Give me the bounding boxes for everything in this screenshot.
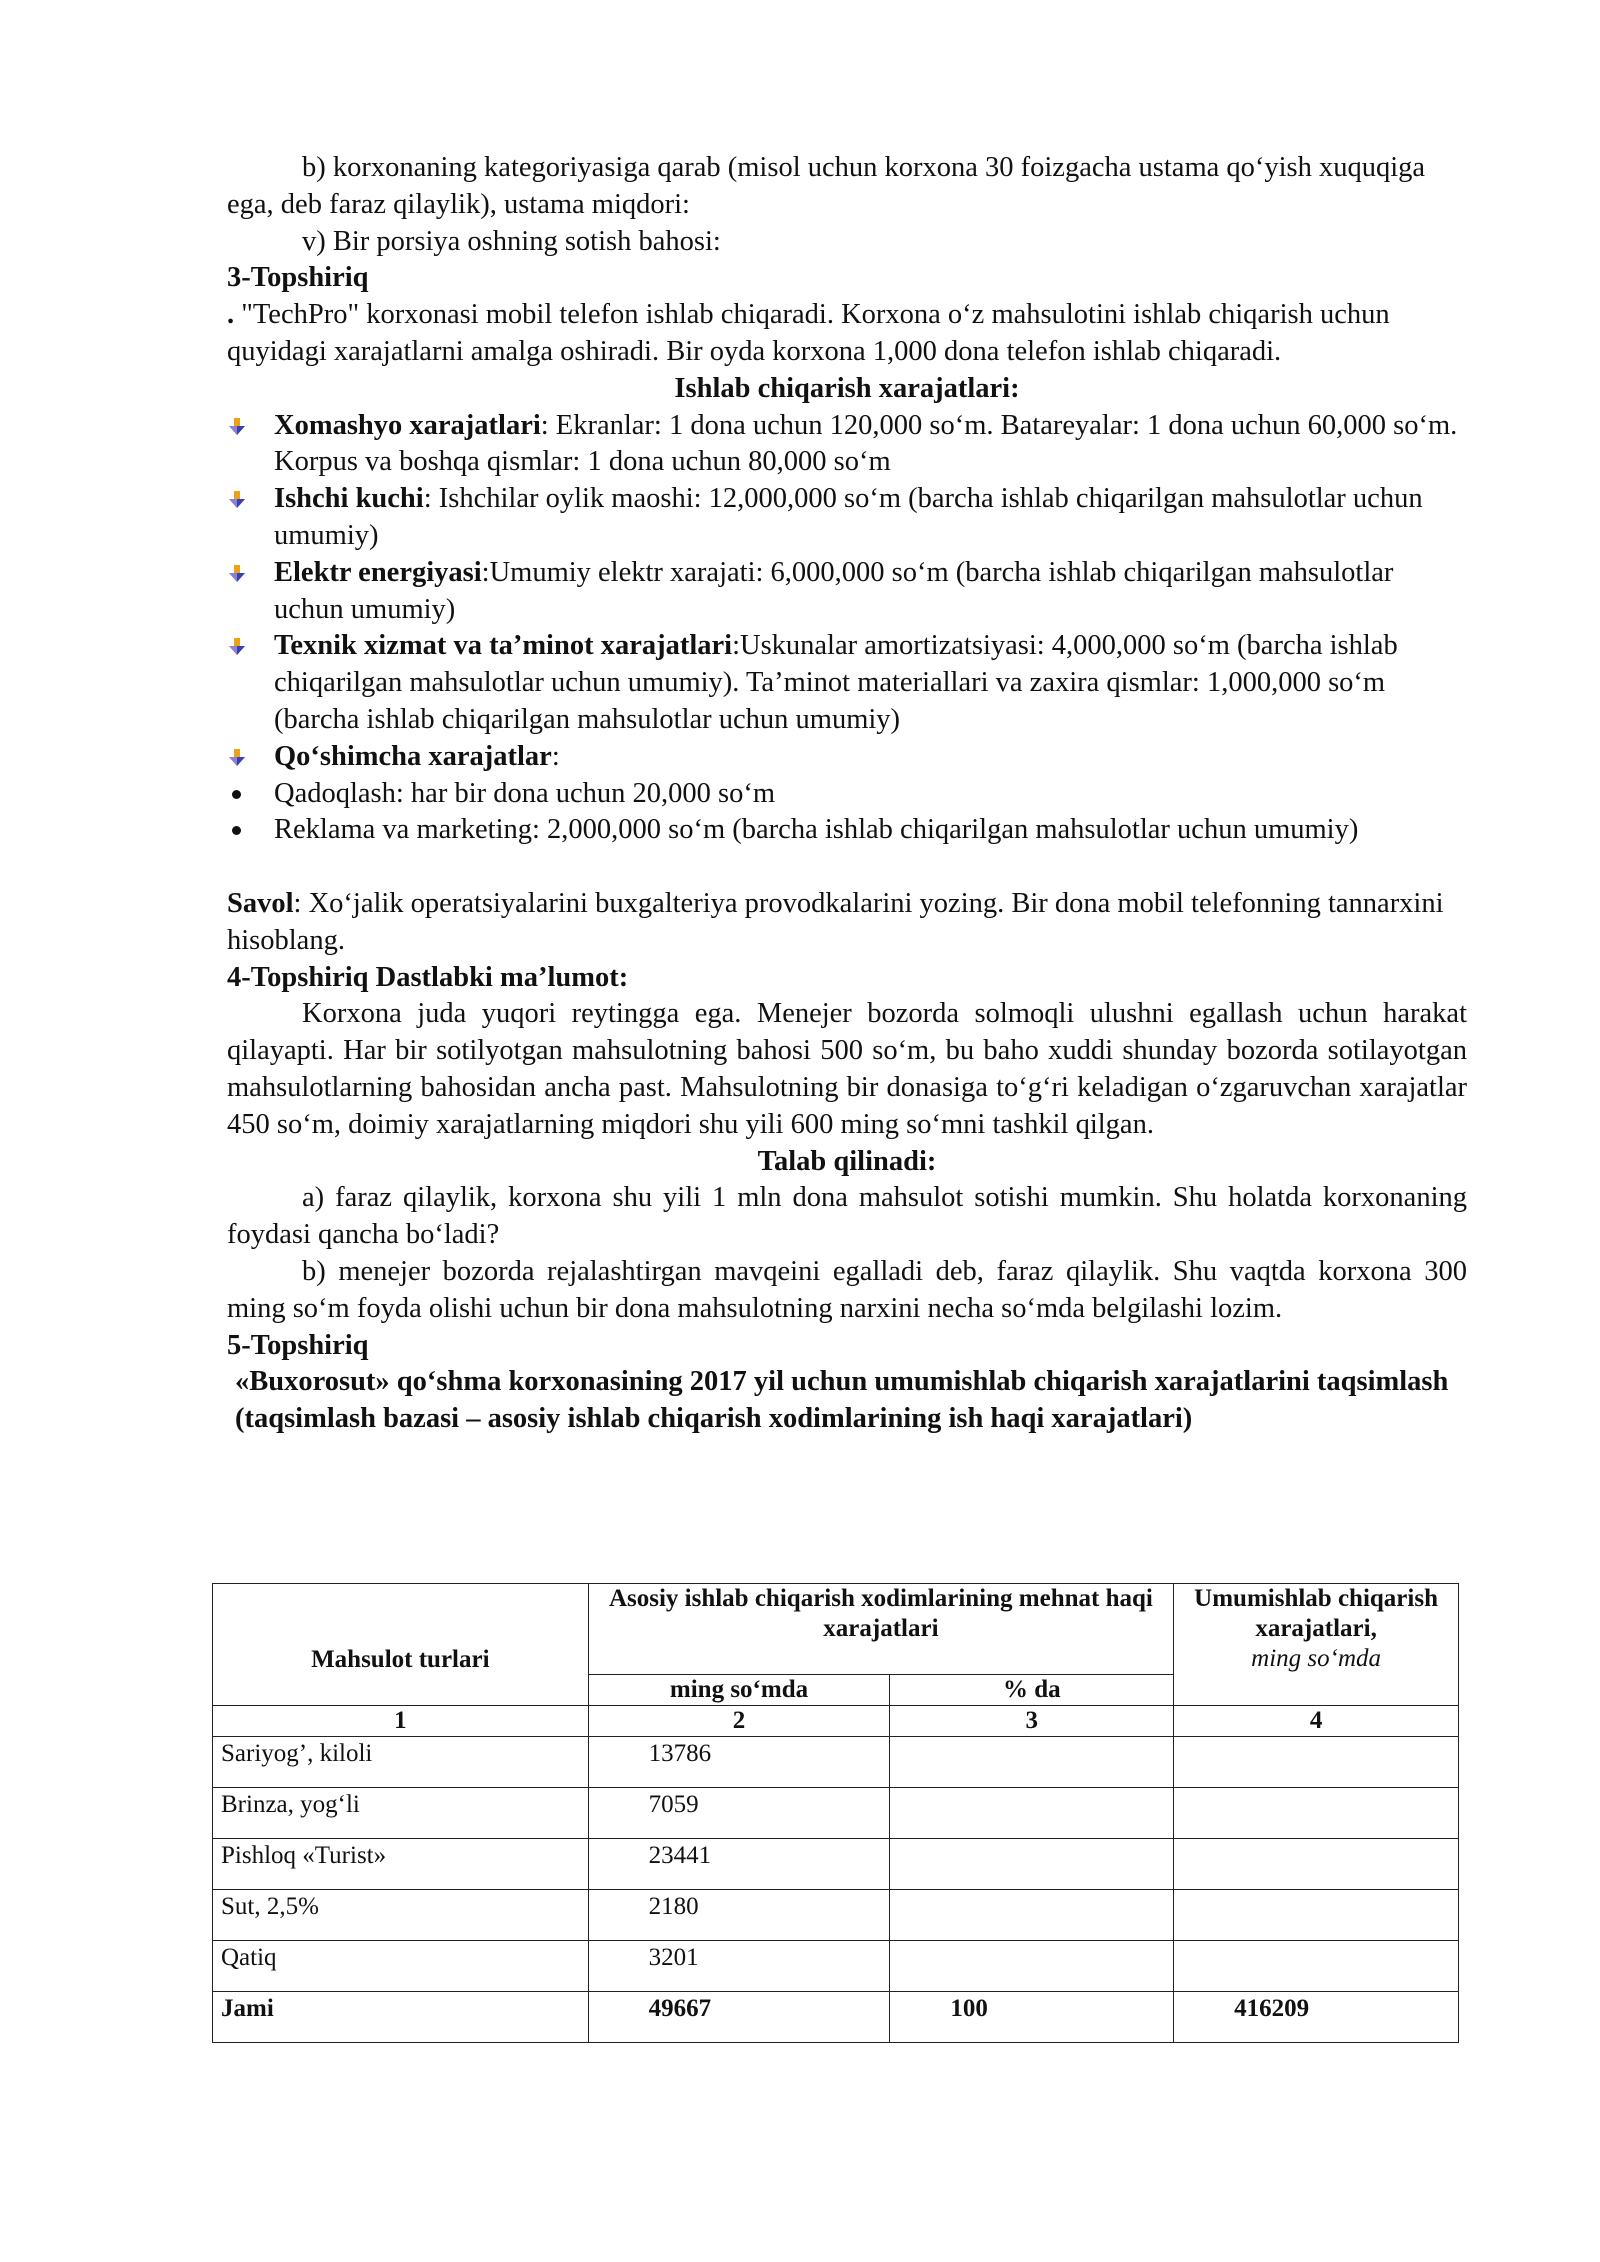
list-item [227,628,1467,738]
percent-cell [890,1941,1174,1992]
arrow-down-bullet-icon [227,748,247,768]
costs-list [227,408,1467,850]
task4-item-b: b) menejer bozorda rejalashtirgan mavqeini egalladi deb, faraz qilaylik. Shu vaqtda korxona 300 ming so‘m foyda olishi uchun bir dona mahsulotning narxini necha so‘mda belgilashi lozim. [227,1255,1467,1324]
arrow-down-bullet-icon [227,637,247,657]
column-number: 2 [588,1706,890,1737]
required-title: Talab qilinadi: [757,1145,937,1177]
overhead-cell [1174,1890,1459,1941]
document-page [227,150,1467,1438]
task4-body: Korxona juda yuqori reytingga ega. Menejer bozorda solmoqli ulushni egallash uchun harakat qilayapti. Har bir sotilyotgan mahsulotning bahosi 500 so‘m, bu baho xuddi shunday bozorda sotilayotgan mahsulotlarning bahosidan ancha past. Mahsulotning bir donasiga to‘g‘ri keladigan o‘zgaruvchan xarajatlar 450 so‘m, doimiy xarajatlarning miqdori shu yili 600 ming so‘mni tashkil qilgan. [227,998,1467,1140]
cost-label: Ishchi kuchi [274,483,424,515]
percent-cell [890,1737,1174,1788]
table-row [213,1839,1459,1890]
task5-heading: 5-Topshiriq [227,1329,369,1361]
list-item [227,776,1467,813]
question-text: : Xo‘jalik operatsiyalarini buxgalteriya provodkalarini yozing. Bir dona mobil telefonning tannarxini hisoblang. [227,887,1444,956]
task3-heading: 3-Topshiriq [227,262,369,294]
percent-cell [890,1890,1174,1941]
total-percent: 100 [890,1992,1174,2043]
list-item [227,408,1467,482]
header-overhead-unit: ming so‘mda [1251,1645,1381,1672]
question-label: Savol [227,887,294,919]
table-row [213,1788,1459,1839]
sub-item-text: Reklama va marketing: 2,000,000 so‘m (barcha ishlab chiqarilgan mahsulotlar uchun umumiy) [274,814,1359,846]
labor-cell: 13786 [588,1737,890,1788]
percent-cell [890,1839,1174,1890]
product-cell: Qatiq [213,1941,589,1992]
list-item [227,555,1467,629]
labor-cell: 7059 [588,1788,890,1839]
cost-text: :Uskunalar amortizatsiyasi: 4,000,000 so‘m (barcha ishlab chiqarilgan mahsulotlar uchun umumiy). Ta’minot materiallari va zaxira qismlar: 1,000,000 so‘m (barcha ishlab chiqarilgan mahsulotlar uchun umumiy) [274,630,1398,735]
bullet-dot-icon [232,790,241,799]
total-overhead: 416209 [1174,1992,1459,2043]
paragraph-b: b) korxonaning kategoriyasiga qarab (misol uchun korxona 30 foizgacha ustama qo‘yish xuquqiga ega, deb faraz qilaylik), ustama miqdori: [227,152,1426,220]
list-item [227,812,1467,849]
header-overhead-text: Umumishlab chiqarish xarajatlari, [1194,1585,1438,1642]
column-number: 4 [1174,1706,1459,1737]
table-row [213,1941,1459,1992]
costs-title: Ishlab chiqarish xarajatlari: [674,372,1020,404]
header-thousand-sum: ming so‘mda [588,1675,890,1706]
task4-heading: 4-Topshiriq Dastlabki ma’lumot: [227,961,629,993]
list-item [227,739,1467,776]
arrow-down-bullet-icon [227,564,247,584]
blank-line [227,849,1467,886]
cost-label: Qo‘shimcha xarajatlar [274,740,552,772]
task3-question [227,886,1467,960]
product-cell: Sut, 2,5% [213,1890,589,1941]
labor-cell: 2180 [588,1890,890,1941]
overhead-cell [1174,1737,1459,1788]
task3-intro-dot: . [227,299,235,331]
total-label: Jami [213,1992,589,2043]
arrow-down-bullet-icon [227,417,247,437]
cost-text: : [551,740,560,772]
percent-cell [890,1788,1174,1839]
product-cell: Brinza, yog‘li [213,1788,589,1839]
total-labor: 49667 [588,1992,890,2043]
task4-item-a: a) faraz qilaylik, korxona shu yili 1 mln dona mahsulot sotishi mumkin. Shu holatda korxonaning foydasi qancha bo‘ladi? [227,1182,1467,1251]
cost-text: : Ishchilar oylik maoshi: 12,000,000 so‘m (barcha ishlab chiqarilgan mahsulotlar uchun umumiy) [274,483,1423,551]
task5-caption: «Buxorosut» qo‘shma korxonasining 2017 yil uchun umumishlab chiqarish xarajatlarini taqsimlash (taqsimlash bazasi – asosiy ishlab chiqarish xodimlarining ish haqi xarajatlari) [235,1366,1449,1435]
labor-cell: 3201 [588,1941,890,1992]
header-percent: % da [890,1675,1174,1706]
total-row [213,1992,1459,2043]
column-number: 1 [213,1706,589,1737]
overhead-table [212,1583,1459,2043]
product-cell: Pishloq «Turist» [213,1839,589,1890]
overhead-cell [1174,1941,1459,1992]
list-item [227,481,1467,555]
task3-intro [227,297,1467,371]
table-row [213,1890,1459,1941]
cost-label: Texnik xizmat va ta’minot xarajatlari [274,630,733,662]
overhead-cell [1174,1839,1459,1890]
paragraph-v: v) Bir porsiya oshning sotish bahosi: [302,225,721,257]
cost-label: Xomashyo xarajatlari [274,409,541,441]
overhead-cell [1174,1788,1459,1839]
header-labor: Asosiy ishlab chiqarish xodimlarining mehnat haqi xarajatlari [588,1584,1174,1675]
product-cell: Sariyog’, kiloli [213,1737,589,1788]
bullet-dot-icon [232,826,241,835]
arrow-down-bullet-icon [227,490,247,510]
sub-item-text: Qadoqlash: har bir dona uchun 20,000 so‘m [274,777,776,809]
labor-cell: 23441 [588,1839,890,1890]
column-number: 3 [890,1706,1174,1737]
cost-text: : Ekranlar: 1 dona uchun 120,000 so‘m. Batareyalar: 1 dona uchun 60,000 so‘m. Korpus va boshqa qismlar: 1 dona uchun 80,000 so‘m [274,409,1458,478]
cost-text: :Umumiy elektr xarajati: 6,000,000 so‘m (barcha ishlab chiqarilgan mahsulotlar uchun umumiy) [274,556,1394,625]
cost-label: Elektr energiyasi [274,556,482,588]
table-row [213,1737,1459,1788]
header-product: Mahsulot turlari [213,1584,589,1706]
header-overhead [1174,1584,1459,1706]
task3-intro-text: "TechPro" korxonasi mobil telefon ishlab chiqaradi. Korxona o‘z mahsulotini ishlab chiqarish uchun quyidagi xarajatlarni amalga oshiradi. Bir oyda korxona 1,000 dona telefon ishlab chiqaradi. [227,299,1390,367]
